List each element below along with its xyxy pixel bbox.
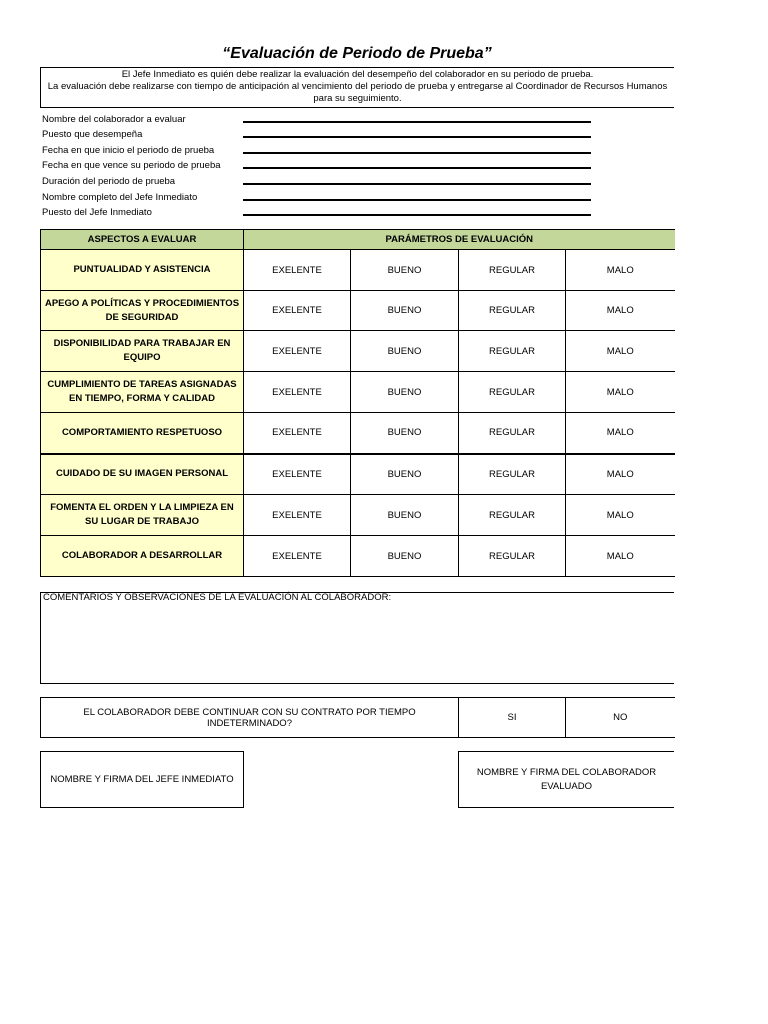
option-bad[interactable]: MALO xyxy=(566,291,675,331)
option-good[interactable]: BUENO xyxy=(351,495,459,536)
option-excellent[interactable]: EXELENTE xyxy=(244,331,351,372)
field-line-employee-name[interactable] xyxy=(243,121,591,123)
signature-box-employee[interactable] xyxy=(458,751,674,808)
field-row xyxy=(42,110,602,126)
field-row xyxy=(42,141,602,157)
field-label-boss-position: Puesto del Jefe Inmediato xyxy=(42,207,152,219)
option-bad[interactable]: MALO xyxy=(566,454,675,495)
field-label-boss-name: Nombre completo del Jefe Inmediato xyxy=(42,191,198,203)
instructions-line-1: El Jefe Inmediato es quién debe realizar la evaluación del desempeño del colaborador en su periodo de prueba. xyxy=(121,69,594,80)
contract-row xyxy=(41,698,675,738)
instructions-line-2: La evaluación debe realizarse con tiempo de anticipación al vencimiento del periodo de prueba y entregarse al Coordinador de Recursos Humanos xyxy=(47,81,668,92)
option-regular[interactable]: REGULAR xyxy=(459,454,566,495)
field-line-boss-position[interactable] xyxy=(243,214,591,216)
option-regular[interactable]: REGULAR xyxy=(459,536,566,577)
header-parameters: PARÁMETROS DE EVALUACIÓN xyxy=(244,230,675,250)
aspect-order-cleanliness: FOMENTA EL ORDEN Y LA LIMPIEZA EN SU LUGAR DE TRABAJO xyxy=(41,495,244,536)
signature-label-boss: NOMBRE Y FIRMA DEL JEFE INMEDIATO xyxy=(50,773,234,785)
option-good[interactable]: BUENO xyxy=(351,250,459,291)
field-label-end-date: Fecha en que vence su periodo de prueba xyxy=(42,160,221,172)
aspect-personal-image: CUIDADO DE SU IMAGEN PERSONAL xyxy=(41,454,244,495)
comments-label: COMENTARIOS Y OBSERVACIONES DE LA EVALUACIÓN AL COLABORADOR: xyxy=(43,592,392,603)
field-label-start-date: Fecha en que inicio el periodo de prueba xyxy=(42,144,215,156)
aspect-safety-policies: APEGO A POLÍTICAS Y PROCEDIMIENTOS DE SEGURIDAD xyxy=(41,291,244,331)
option-bad[interactable]: MALO xyxy=(566,250,675,291)
field-row xyxy=(42,188,602,204)
option-excellent[interactable]: EXELENTE xyxy=(244,413,351,454)
aspect-collaborator-to-develop: COLABORADOR A DESARROLLAR xyxy=(41,536,244,577)
aspect-teamwork: DISPONIBILIDAD PARA TRABAJAR EN EQUIPO xyxy=(41,331,244,372)
option-good[interactable]: BUENO xyxy=(351,331,459,372)
signature-box-boss[interactable] xyxy=(40,751,244,808)
option-good[interactable]: BUENO xyxy=(351,291,459,331)
table-row xyxy=(41,495,675,536)
comments-box[interactable] xyxy=(40,592,674,684)
field-row xyxy=(42,172,602,188)
evaluation-table xyxy=(40,229,675,577)
option-good[interactable]: BUENO xyxy=(351,372,459,413)
instructions-box xyxy=(40,67,674,108)
field-row xyxy=(42,126,602,142)
option-regular[interactable]: REGULAR xyxy=(459,291,566,331)
option-regular[interactable]: REGULAR xyxy=(459,250,566,291)
field-line-position[interactable] xyxy=(243,136,591,138)
option-bad[interactable]: MALO xyxy=(566,372,675,413)
header-aspects: ASPECTOS A EVALUAR xyxy=(41,230,244,250)
option-regular[interactable]: REGULAR xyxy=(459,413,566,454)
contract-question: EL COLABORADOR DEBE CONTINUAR CON SU CONTRATO POR TIEMPO INDETERMINADO? xyxy=(41,698,459,738)
table-row xyxy=(41,454,675,495)
field-label-duration: Duración del periodo de prueba xyxy=(42,175,176,187)
contract-no-option[interactable]: NO xyxy=(566,698,675,738)
page-title: “Evaluación de Periodo de Prueba” xyxy=(222,45,492,62)
option-excellent[interactable]: EXELENTE xyxy=(244,291,351,331)
option-good[interactable]: BUENO xyxy=(351,413,459,454)
option-good[interactable]: BUENO xyxy=(351,454,459,495)
signature-label-employee: NOMBRE Y FIRMA DEL COLABORADOR EVALUADO xyxy=(476,766,657,792)
field-line-duration[interactable] xyxy=(243,183,591,185)
table-row xyxy=(41,413,675,454)
table-row xyxy=(41,250,675,291)
aspect-punctuality: PUNTUALIDAD Y ASISTENCIA xyxy=(41,250,244,291)
table-row xyxy=(41,291,675,331)
table-row xyxy=(41,372,675,413)
contract-yes-option[interactable]: SI xyxy=(459,698,566,738)
field-line-boss-name[interactable] xyxy=(243,199,591,201)
contract-question-table xyxy=(40,697,675,738)
field-line-end-date[interactable] xyxy=(243,167,591,169)
evaluation-header-row xyxy=(41,230,675,250)
option-excellent[interactable]: EXELENTE xyxy=(244,372,351,413)
aspect-respectful-behavior: COMPORTAMIENTO RESPETUOSO xyxy=(41,413,244,454)
option-good[interactable]: BUENO xyxy=(351,536,459,577)
option-excellent[interactable]: EXELENTE xyxy=(244,495,351,536)
field-label-position: Puesto que desempeña xyxy=(42,129,143,141)
option-excellent[interactable]: EXELENTE xyxy=(244,454,351,495)
option-bad[interactable]: MALO xyxy=(566,413,675,454)
option-bad[interactable]: MALO xyxy=(566,536,675,577)
option-bad[interactable]: MALO xyxy=(566,495,675,536)
table-row xyxy=(41,331,675,372)
field-row xyxy=(42,157,602,173)
option-bad[interactable]: MALO xyxy=(566,331,675,372)
field-line-start-date[interactable] xyxy=(243,152,591,154)
field-row xyxy=(42,204,602,220)
aspect-task-completion: CUMPLIMIENTO DE TAREAS ASIGNADAS EN TIEMPO, FORMA Y CALIDAD xyxy=(41,372,244,413)
option-excellent[interactable]: EXELENTE xyxy=(244,536,351,577)
option-regular[interactable]: REGULAR xyxy=(459,495,566,536)
option-regular[interactable]: REGULAR xyxy=(459,331,566,372)
field-label-employee-name: Nombre del colaborador a evaluar xyxy=(42,113,186,125)
option-excellent[interactable]: EXELENTE xyxy=(244,250,351,291)
employee-info-fields xyxy=(42,110,602,219)
table-row xyxy=(41,536,675,577)
option-regular[interactable]: REGULAR xyxy=(459,372,566,413)
instructions-line-3: para su seguimiento. xyxy=(313,93,402,104)
